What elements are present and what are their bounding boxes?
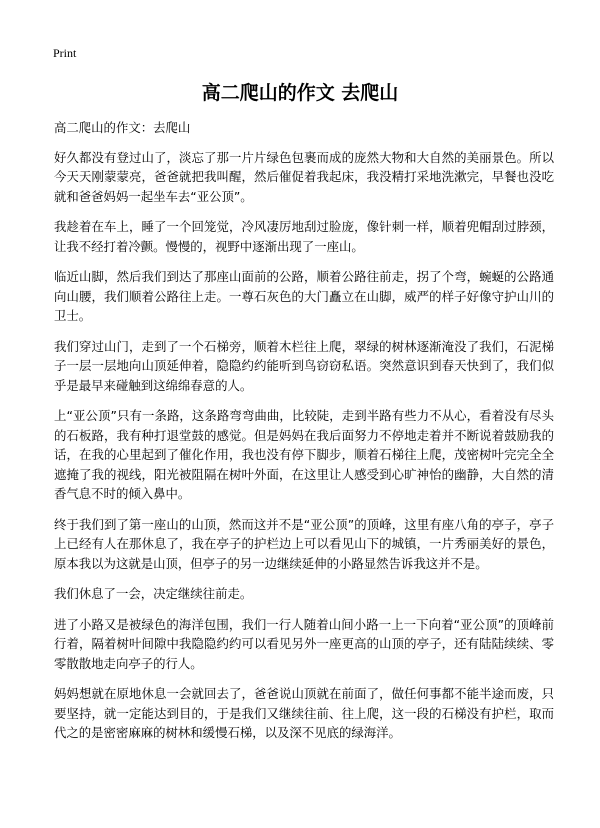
article-paragraph: 我们休息了一会，决定继续往前走。 xyxy=(54,586,253,601)
article-subtitle: 高二爬山的作文：去爬山 xyxy=(54,120,191,135)
page-title: 高二爬山的作文 去爬山 xyxy=(201,82,399,104)
article-paragraph: 我们穿过山门，走到了一个石梯旁，顺着木栏往上爬，翠绿的树林逐渐淹没了我们，石泥梯子一层一层地向山顶延伸着，隐隐约约能听到鸟窃窃私语。突然意识到春天快到了，我们似乎是最早来碰触到这绵绵春意的人。 xyxy=(54,338,554,393)
article-paragraph: 好久都没有登过山了，淡忘了那一片片绿色包裹而成的庞然大物和大自然的美丽景色。所以今天天刚蒙蒙亮，爸爸就把我叫醒，然后催促着我起床，我没精打采地洗漱完，早餐也没吃就和爸爸妈妈一起坐车去“亚公顶”。 xyxy=(54,149,554,204)
article-paragraph: 进了小路又是被绿色的海洋包围，我们一行人随着山间小路一上一下向着“亚公顶”的顶峰前行着，隔着树叶间隙中我隐隐约约可以看见另外一座更高的山顶的亭子，还有陆陆续续、零零散散地走向亭子的行人。 xyxy=(54,616,554,671)
article-paragraph: 临近山脚，然后我们到达了那座山面前的公路，顺着公路往前走，拐了个弯，蜿蜒的公路通向山腰，我们顺着公路往上走。一尊石灰色的大门矗立在山脚，威严的样子好像守护山川的卫士。 xyxy=(54,269,554,323)
print-link[interactable]: Print xyxy=(53,46,77,60)
article-paragraph: 终于我们到了第一座山的山顶，然而这并不是“亚公顶”的顶峰，这里有座八角的亭子，亭子上已经有人在那休息了，我在亭子的护栏边上可以看见山下的城镇，一片秀丽美好的景色，原本我以为这就是山顶，但亭子的另一边继续延伸的小路显然告诉我这并不是。 xyxy=(54,516,554,571)
article-paragraph: 妈妈想就在原地休息一会就回去了，爸爸说山顶就在前面了，做任何事都不能半途而废，只要坚持，就一定能达到目的，于是我们又继续往前、往上爬，这一段的石梯没有护栏，取而代之的是密密麻麻的树林和缓慢石梯，以及深不见底的绿海洋。 xyxy=(54,686,554,740)
article-paragraph: 上“亚公顶”只有一条路，这条路弯弯曲曲，比较陡，走到半路有些力不从心，看着没有尽头的石板路，我有种打退堂鼓的感觉。但是妈妈在我后面努力不停地走着并不断说着鼓励我的话，在我的心里起到了催化作用，我也没有停下脚步，顺着石梯往上爬，茂密树叶完完全全遮掩了我的视线，阳光被阻隔在树叶外面，在这里让人感受到心旷神怡的幽静，大自然的清香气息不时的倾入鼻中。 xyxy=(54,408,554,501)
article-body xyxy=(54,118,554,754)
article-paragraph: 我趁着在车上，睡了一个回笼觉，冷风凄厉地刮过脸庞，像针刺一样，顺着兜帽刮过脖颈，让我不经打着冷颤。慢慢的，视野中逐渐出现了一座山。 xyxy=(54,219,554,254)
